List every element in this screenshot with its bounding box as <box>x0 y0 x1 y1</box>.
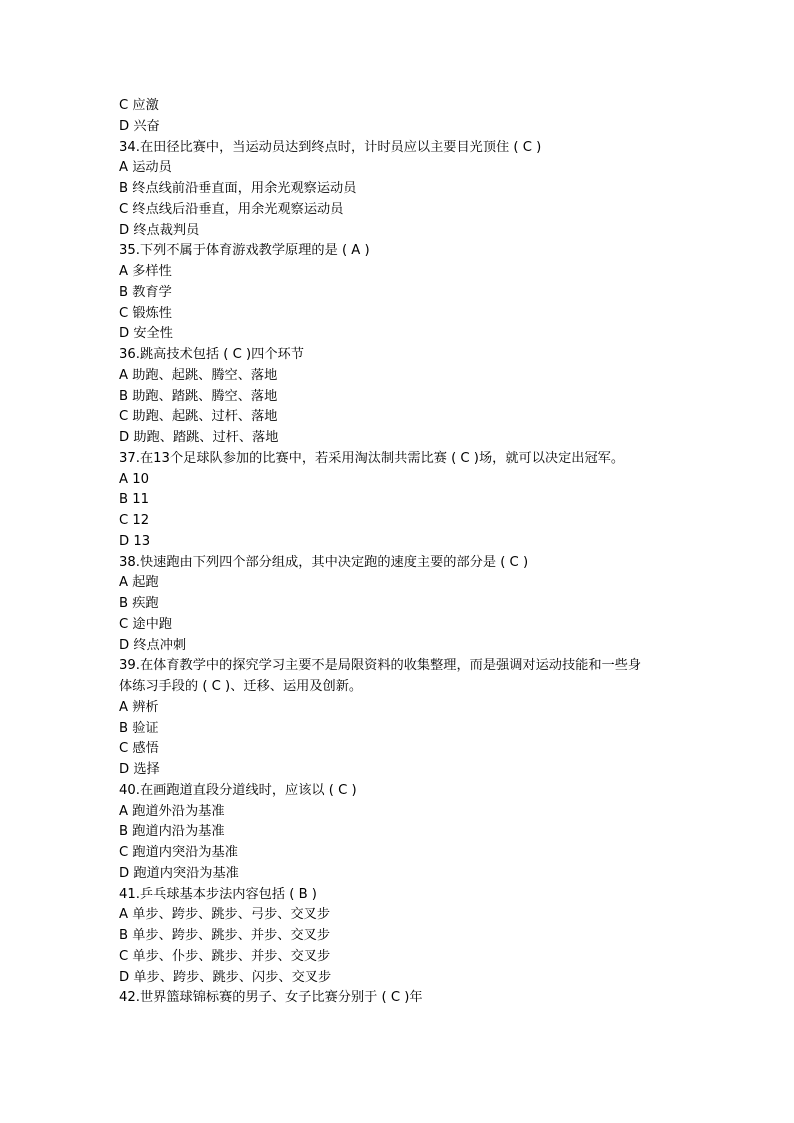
answer-option: C 应激 <box>119 98 159 113</box>
question-40: 40.在画跑道直段分道线时，应该以 ( C ) <box>119 782 357 798</box>
answer-option: C 终点线后沿垂直，用余光观察运动员 <box>119 201 344 217</box>
answer-option: D 选择 <box>119 762 160 777</box>
answer-option: A 起跑 <box>119 575 159 591</box>
answer-option: C 单步、仆步、跳步、并步、交叉步 <box>119 948 331 964</box>
answer-option: B 验证 <box>119 720 159 736</box>
answer-option: C 跑道内突沿为基准 <box>119 845 238 860</box>
answer-option: B 单步、跨步、跳步、并步、交叉步 <box>119 928 331 943</box>
answer-option: B 跑道内沿为基准 <box>119 824 225 840</box>
answer-option: D 跑道内突沿为基准 <box>119 865 239 881</box>
answer-option: D 兴奋 <box>119 118 160 134</box>
answer-option: D 13 <box>119 533 151 549</box>
answer-option: B 终点线前沿垂直面，用余光观察运动员 <box>119 181 357 196</box>
question-41: 41.乒乓球基本步法内容包括 ( B ) <box>119 886 317 902</box>
question-34: 34.在田径比赛中，当运动员达到终点时，计时员应以主要目光顶住 ( C ) <box>119 139 542 155</box>
question-39-continuation: 体练习手段的 ( C )、迁移、运用及创新。 <box>119 679 363 694</box>
answer-option: C 12 <box>119 513 150 528</box>
question-35: 35.下列不属于体育游戏教学原理的是 ( A ) <box>119 243 370 259</box>
question-38: 38.快速跑由下列四个部分组成，其中决定跑的速度主要的部分是 ( C ) <box>119 554 529 570</box>
question-36: 36.跳高技术包括 ( C )四个环节 <box>119 347 304 362</box>
answer-option: A 运动员 <box>119 160 172 176</box>
answer-option: A 多样性 <box>119 264 172 279</box>
answer-option: C 锻炼性 <box>119 305 172 321</box>
answer-option: A 10 <box>119 471 149 487</box>
answer-option: B 助跑、踏跳、腾空、落地 <box>119 388 278 404</box>
question-39: 39.在体育教学中的探究学习主要不是局限资料的收集整理，而是强调对运动技能和一些身 <box>119 658 642 674</box>
answer-option: D 助跑、踏跳、过杆、落地 <box>119 430 279 445</box>
question-42: 42.世界篮球锦标赛的男子、女子比赛分别于 ( C )年 <box>119 990 423 1006</box>
answer-option: A 辨析 <box>119 699 159 715</box>
document-page <box>119 96 719 1009</box>
answer-option: A 单步、跨步、跳步、弓步、交叉步 <box>119 907 331 923</box>
answer-option: B 11 <box>119 492 150 508</box>
answer-option: B 疾跑 <box>119 596 159 611</box>
answer-option: C 感悟 <box>119 741 159 757</box>
answer-option: C 助跑、起跳、过杆、落地 <box>119 409 278 425</box>
answer-option: A 跑道外沿为基准 <box>119 803 225 819</box>
answer-option: D 终点冲刺 <box>119 637 187 653</box>
answer-option: D 终点裁判员 <box>119 222 200 238</box>
answer-option: C 途中跑 <box>119 616 172 632</box>
answer-option: A 助跑、起跳、腾空、落地 <box>119 367 278 383</box>
question-37: 37.在13个足球队参加的比赛中，若采用淘汰制共需比赛 ( C )场，就可以决定出冠军。 <box>119 450 625 466</box>
answer-option: D 单步、跨步、跳步、闪步、交叉步 <box>119 969 332 985</box>
answer-option: B 教育学 <box>119 284 172 300</box>
answer-option: D 安全性 <box>119 326 173 342</box>
